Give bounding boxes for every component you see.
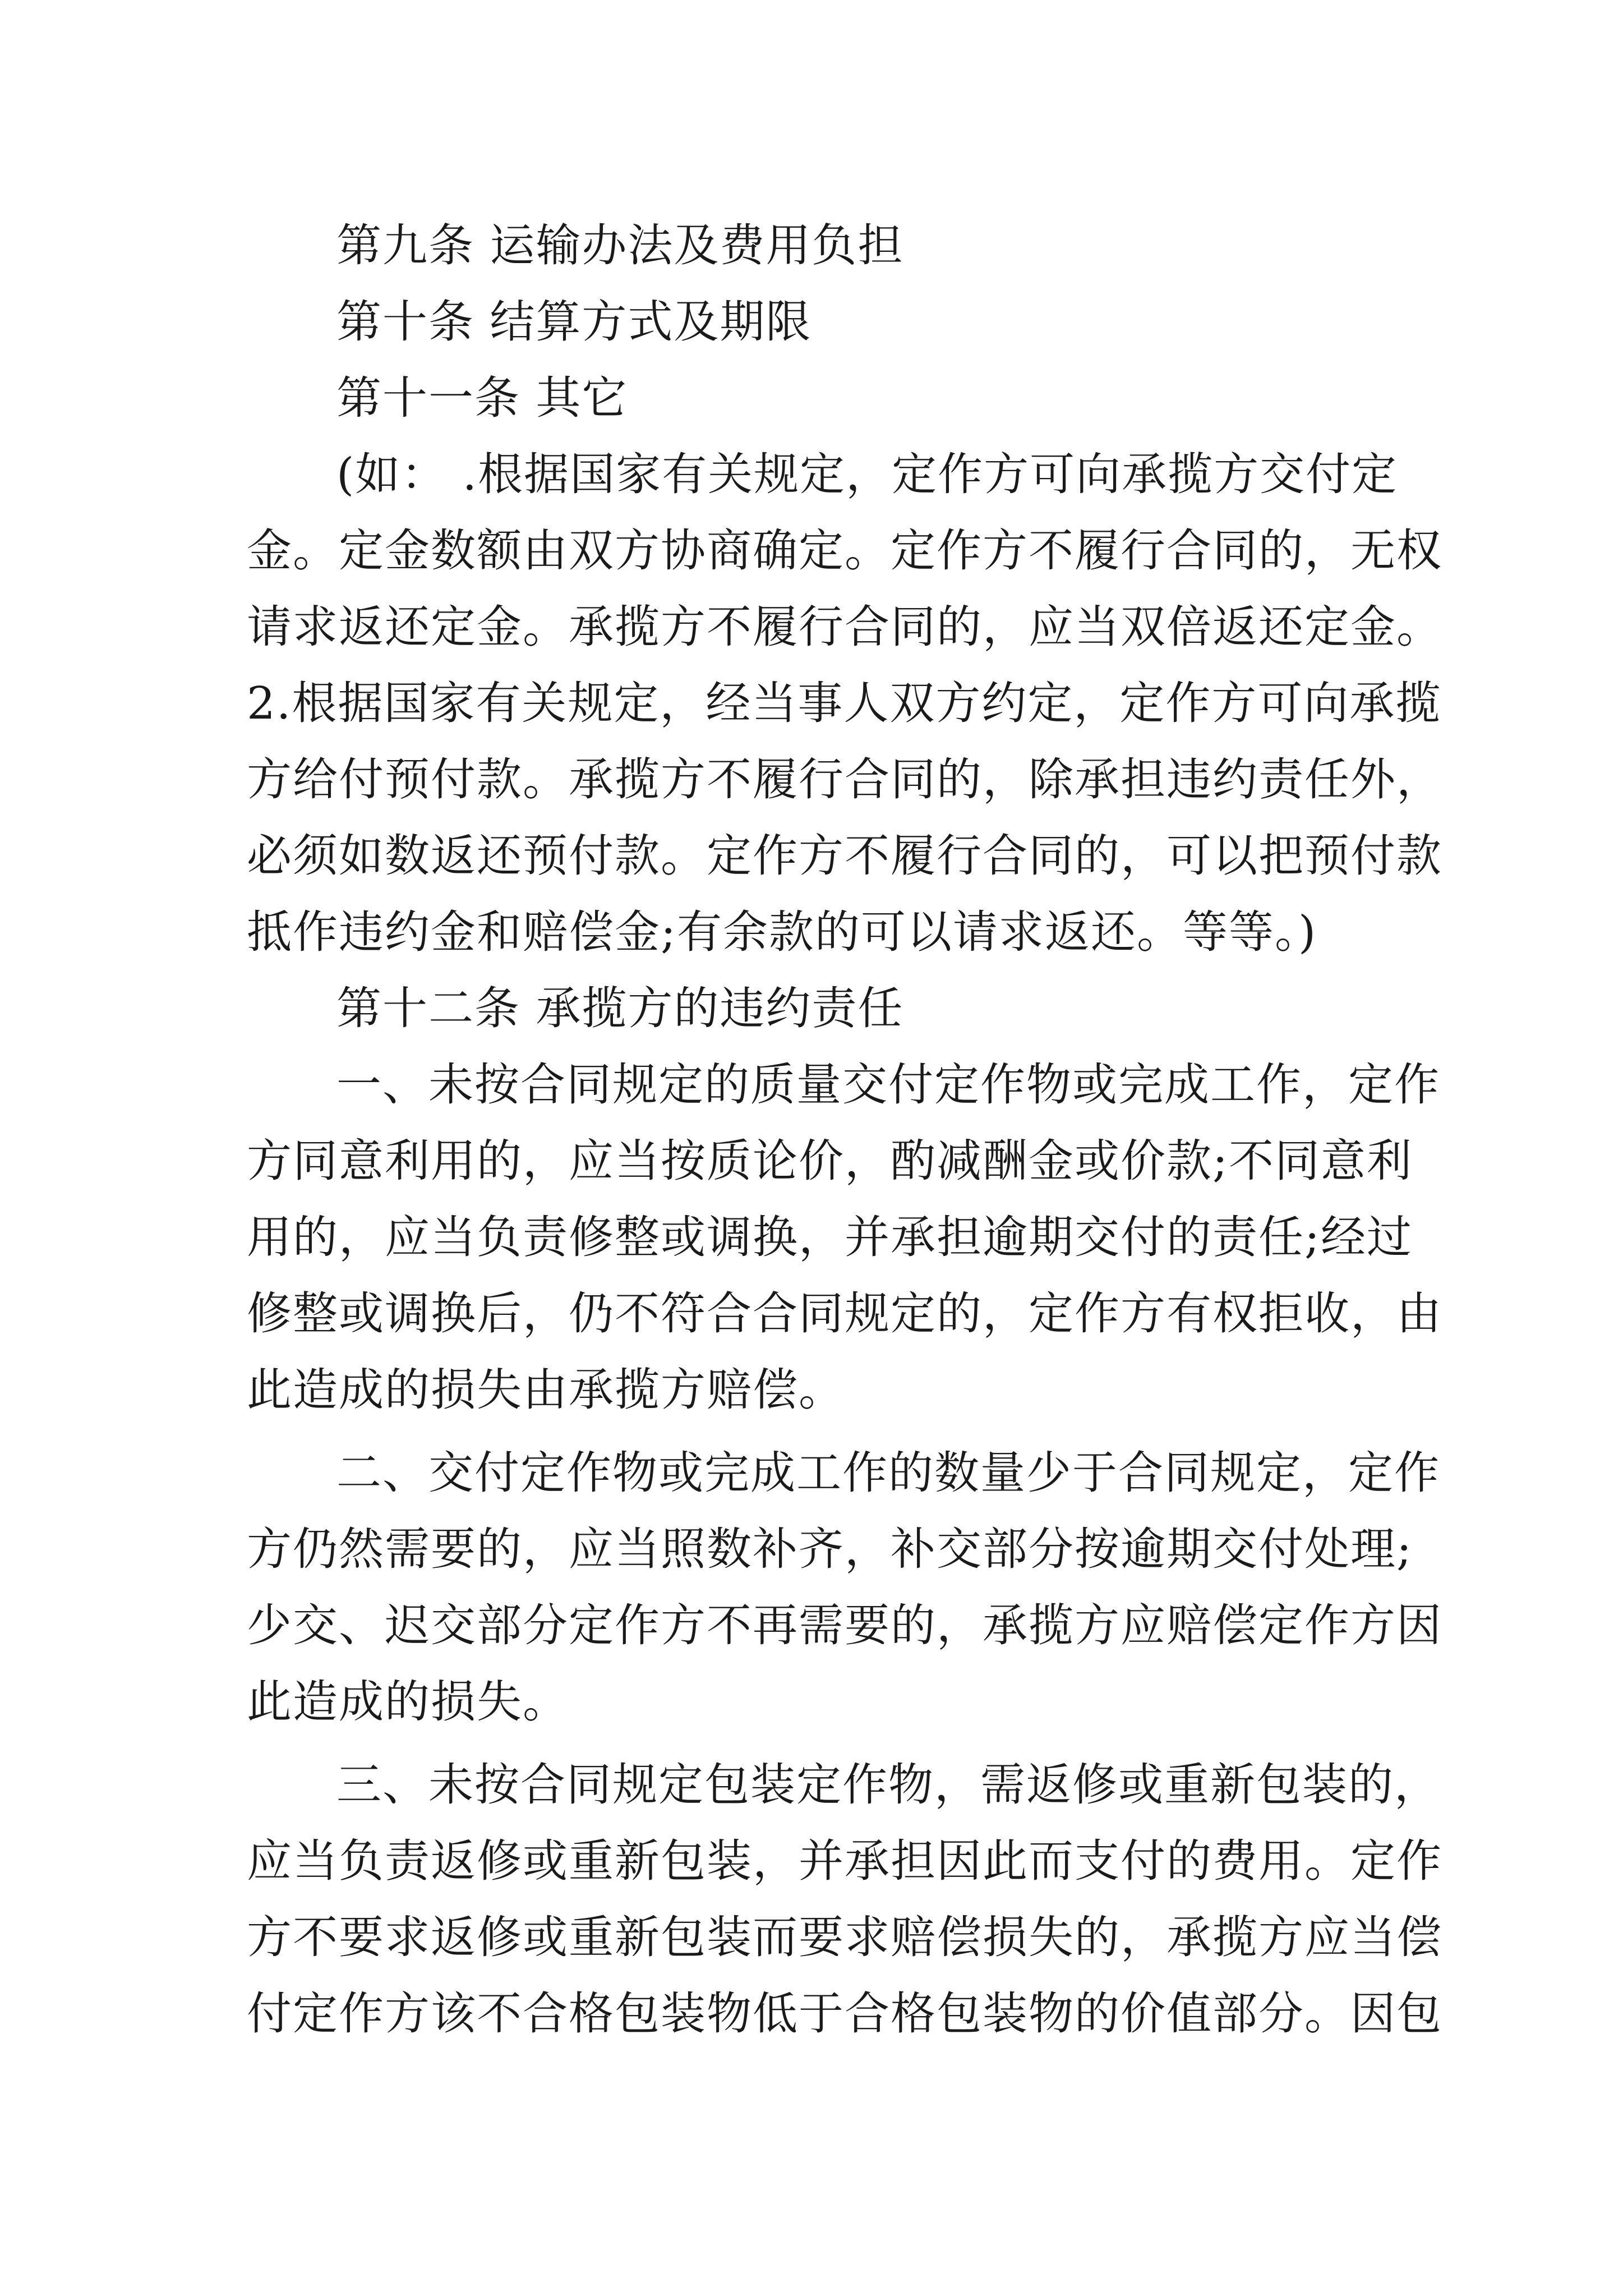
article-12-heading: 第十二条 承揽方的违约责任 — [336, 982, 904, 1034]
article-9-heading: 第九条 运输办法及费用负担 — [336, 219, 904, 272]
paragraph-line: 抵作违约金和赔偿金;有余款的可以请求返还。等等。) — [247, 906, 1317, 958]
paragraph-line: (如： .根据国家有关规定，定作方可向承揽方交付定 — [336, 448, 1398, 500]
paragraph-line: 此造成的损失由承揽方赔偿。 — [247, 1364, 845, 1416]
document-body — [247, 208, 1442, 2052]
paragraph-line: 必须如数返还预付款。定作方不履行合同的，可以把预付款 — [247, 830, 1442, 882]
paragraph-line: 用的，应当负责修整或调换，并承担逾期交付的责任;经过 — [247, 1211, 1413, 1263]
paragraph-line: 方仍然需要的，应当照数补齐，补交部分按逾期交付处理; — [247, 1523, 1413, 1575]
paragraph-line: 金。定金数额由双方协商确定。定作方不履行合同的，无权 — [247, 524, 1442, 577]
article-11-heading: 第十一条 其它 — [336, 372, 628, 424]
paragraph-line: 方给付预付款。承揽方不履行合同的，除承担违约责任外， — [247, 753, 1442, 806]
paragraph-line: 方同意利用的，应当按质论价，酌减酬金或价款;不同意利 — [247, 1135, 1413, 1187]
paragraph-line: 二、交付定作物或完成工作的数量少于合同规定，定作 — [336, 1447, 1440, 1499]
article-10-heading: 第十条 结算方式及期限 — [336, 296, 812, 348]
paragraph-line: 请求返还定金。承揽方不履行合同的，应当双倍返还定金。 — [247, 601, 1442, 653]
paragraph-line: 三、未按合同规定包装定作物，需返修或重新包装的， — [336, 1759, 1440, 1811]
paragraph-line: 方不要求返修或重新包装而要求赔偿损失的，承揽方应当偿 — [247, 1911, 1442, 1963]
paragraph-line: 此造成的损失。 — [247, 1676, 569, 1728]
paragraph-line: 应当负责返修或重新包装，并承担因此而支付的费用。定作 — [247, 1835, 1442, 1887]
paragraph-line: 修整或调换后，仍不符合合同规定的，定作方有权拒收，由 — [247, 1287, 1442, 1340]
paragraph-line: 2.根据国家有关规定，经当事人双方约定，定作方可向承揽 — [247, 677, 1442, 729]
paragraph-line: 一、未按合同规定的质量交付定作物或完成工作，定作 — [336, 1059, 1440, 1111]
paragraph-line: 少交、迟交部分定作方不再需要的，承揽方应赔偿定作方因 — [247, 1599, 1442, 1651]
paragraph-line: 付定作方该不合格包装物低于合格包装物的价值部分。因包 — [247, 1987, 1442, 2040]
